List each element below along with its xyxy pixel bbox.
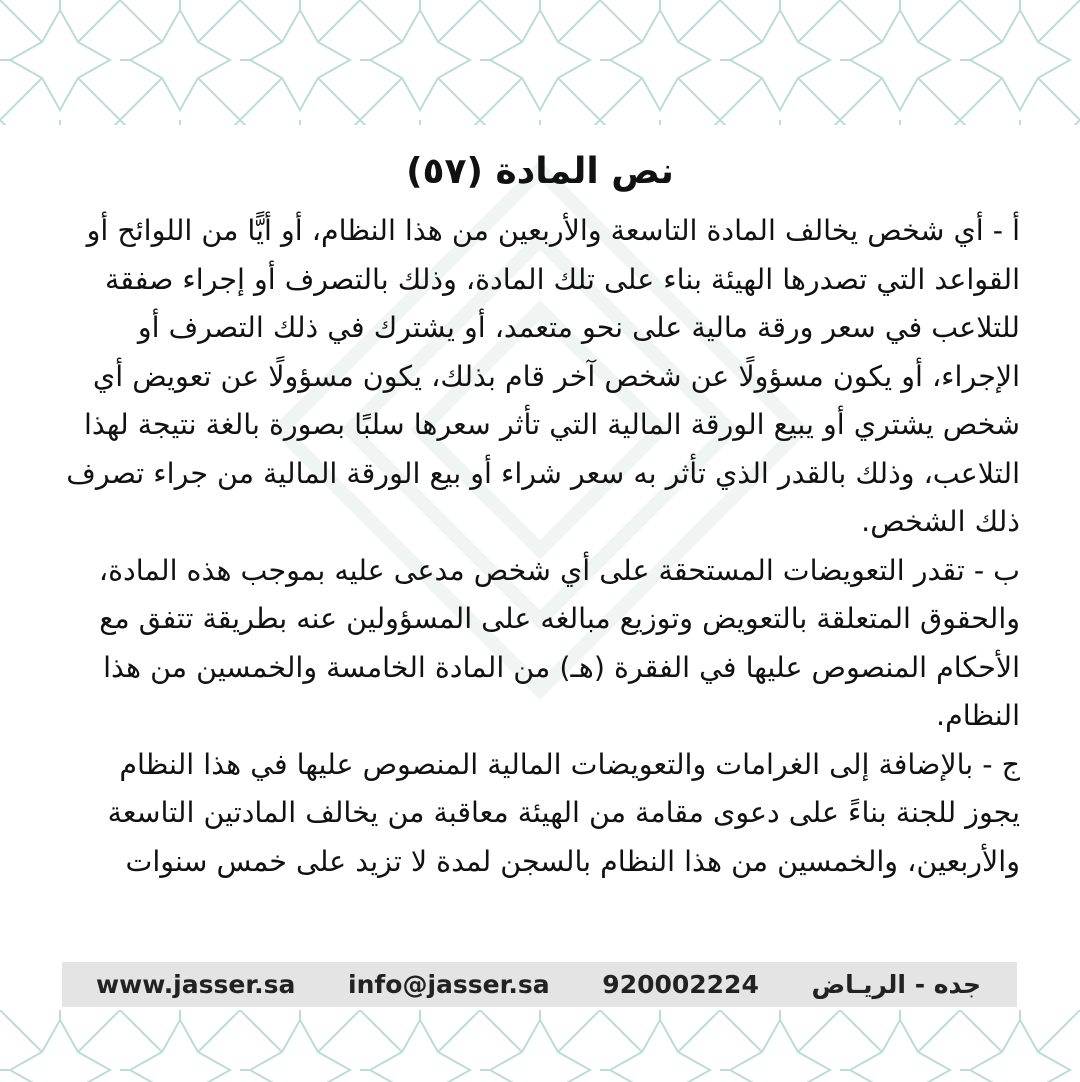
email-link[interactable]: info@jasser.sa <box>348 970 550 999</box>
top-decorative-pattern <box>0 0 1080 125</box>
paragraph-a: أ - أي شخص يخالف المادة التاسعة والأربعين من هذا النظام، أو أيًّا من اللوائح أو القواعد التي تصدرها الهيئة بناء على تلك المادة، وذلك بالتصرف أو إجراء صفقة للتلاعب في سعر ورقة مالية على نحو متعمد، أو يشترك في ذلك التصرف أو الإجراء، أو يكون مسؤولًا عن شخص آخر قام بذلك، يكون مسؤولًا عن تعويض أي شخص يشتري أو يبيع الورقة المالية التي تأثر سعرها سلبًا بصورة بالغة نتيجة لهذا التلاعب، وذلك بالقدر الذي تأثر به سعر شراء أو بيع الورقة المالية من جراء تصرف ذلك الشخص. <box>66 214 1020 539</box>
website-link[interactable]: www.jasser.sa <box>96 970 296 999</box>
article-body <box>60 150 1020 886</box>
office-cities: جده - الريـاض <box>811 970 981 999</box>
paragraph-b: ب - تقدر التعويضات المستحقة على أي شخص مدعى عليه بموجب هذه المادة، والحقوق المتعلقة بالتعويض وتوزيع مبالغه على المسؤولين عنه بطريقة تتفق مع الأحكام المنصوص عليها في الفقرة (هـ) من المادة الخامسة والخمسين من هذا النظام. <box>98 553 1020 733</box>
geometric-pattern-icon <box>0 1010 1080 1082</box>
paragraph-c: ج - بالإضافة إلى الغرامات والتعويضات المالية المنصوص عليها في هذا النظام يجوز للجنة بناءً على دعوى مقامة من الهيئة معاقبة من يخالف المادتين التاسعة والأربعين، والخمسين من هذا النظام بالسجن لمدة لا تزيد على خمس سنوات <box>107 747 1020 878</box>
bottom-decorative-pattern <box>0 1010 1080 1082</box>
phone-number[interactable]: 920002224 <box>602 970 759 999</box>
article-title: نص المادة (٥٧) <box>406 151 674 192</box>
geometric-pattern-icon <box>0 0 1080 125</box>
contact-footer <box>62 962 1017 1007</box>
